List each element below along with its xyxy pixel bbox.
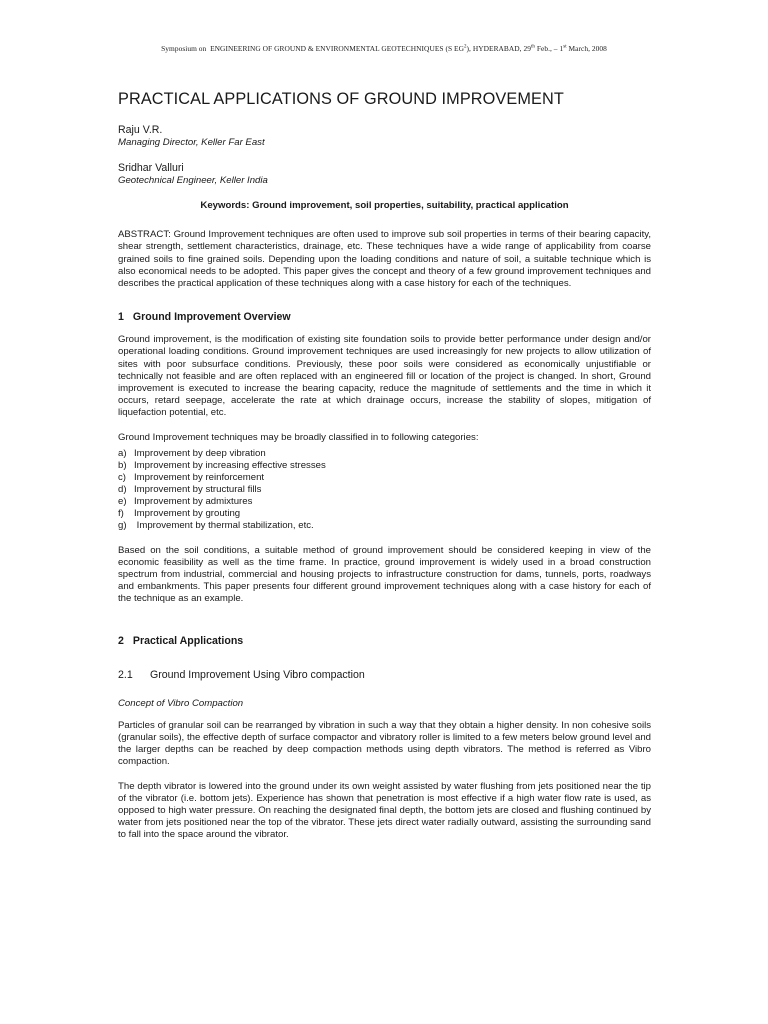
list-item bbox=[118, 472, 651, 484]
paper-title: PRACTICAL APPLICATIONS OF GROUND IMPROVEMENT bbox=[118, 90, 564, 108]
list-item bbox=[118, 496, 651, 508]
list-text: Improvement by increasing effective stresses bbox=[134, 459, 326, 471]
list-text: Improvement by admixtures bbox=[134, 496, 253, 508]
list-marker: c) bbox=[118, 472, 126, 484]
running-header bbox=[0, 43, 768, 55]
header-date-superscript: th bbox=[530, 44, 535, 50]
header-event-date: ), HYDERABAD, 29 bbox=[466, 44, 531, 53]
header-date-end: March, 2008 bbox=[566, 44, 607, 53]
list-text: Improvement by grouting bbox=[134, 508, 241, 520]
list-marker: g) bbox=[118, 520, 127, 532]
author-name: Sridhar Valluri bbox=[118, 162, 184, 174]
list-item bbox=[118, 460, 651, 472]
section-title: Ground Improvement Overview bbox=[132, 311, 291, 324]
list-text: Improvement by deep vibration bbox=[134, 447, 266, 459]
header-superscript: 2 bbox=[463, 44, 467, 50]
paper-body bbox=[118, 88, 651, 854]
subsection-title: Ground Improvement Using Vibro compaction bbox=[150, 668, 365, 681]
author-affiliation: Geotechnical Engineer, Keller India bbox=[118, 175, 268, 186]
abstract: ABSTRACT: Ground Improvement techniques are often used to improve sub soil properties in terms of their bearing capacity, shear strength, settlement characteristics, drainage, etc. These techniques have a wide range of applicability from coarse grained soils to fine grained soils. Depending upon the loading conditions and nature of soil, a suitable technique which is also economical needs to be adopted. This paper gives the concept and theory of a few ground improvement techniques and describes the practical application of these techniques along with a case history for each of the techniques. bbox=[118, 229, 651, 290]
header-date-mid: Feb., – 1 bbox=[534, 44, 564, 53]
list-item bbox=[118, 448, 651, 460]
body-paragraph: The depth vibrator is lowered into the ground under its own weight assisted by water flushing from jets positioned near the tip of the vibrator (i.e. bottom jets). Experience has shown that penetration is most effective if a high water flow rate is used, as opposed to high water pressure. On reaching the designated final depth, the bottom jets are closed and flushing continued by water from jets positioned near the top of the vibrator. These jets direct water radially outward, assisting the surrounding sand to fall into the space around the vibrator. bbox=[118, 780, 651, 841]
list-item bbox=[118, 508, 651, 520]
list-text: Improvement by thermal stabilization, etc. bbox=[134, 520, 314, 532]
subsection-number: 2.1 bbox=[118, 668, 133, 681]
header-prefix: Symposium on bbox=[161, 44, 207, 53]
list-item bbox=[118, 484, 651, 496]
list-marker: e) bbox=[118, 496, 127, 508]
list-marker: f) bbox=[118, 508, 124, 520]
section-heading bbox=[118, 634, 651, 648]
concept-heading: Concept of Vibro Compaction bbox=[118, 697, 244, 709]
category-list bbox=[118, 448, 651, 533]
section-number: 2 bbox=[118, 634, 124, 647]
body-paragraph: Ground Improvement techniques may be broadly classified in to following categories: bbox=[118, 431, 479, 443]
list-item bbox=[118, 520, 651, 532]
list-marker: b) bbox=[118, 459, 127, 471]
list-text: Improvement by reinforcement bbox=[134, 472, 265, 484]
subsection-heading bbox=[118, 668, 651, 682]
body-paragraph: Based on the soil conditions, a suitable method of ground improvement should be considered keeping in view of the economic feasibility as well as the time frame. In practice, ground improvement is widely used in a broad construction spectrum from industrial, commercial and housing projects to infrastructure construction for dams, tunnels, ports, roadways and embankments. This paper presents four different ground improvement techniques along with a case history for each of the technique as an example. bbox=[118, 544, 651, 605]
body-paragraph: Particles of granular soil can be rearranged by vibration in such a way that they obtain a higher density. In non cohesive soils (granular soils), the effective depth of surface compactor and vibratory roller is limited to a few meters below ground level and the larger depths can be reached by deep compaction methods using depth vibrators. The method is referred as Vibro compaction. bbox=[118, 719, 651, 768]
section-heading bbox=[118, 310, 651, 324]
list-marker: d) bbox=[118, 484, 127, 496]
author-name: Raju V.R. bbox=[118, 124, 163, 136]
author-block bbox=[118, 124, 651, 187]
section-title: Practical Applications bbox=[132, 634, 244, 647]
body-paragraph: Ground improvement, is the modification of existing site foundation soils to provide better performance under design and/or operational loading conditions. Ground improvement techniques are used increasingly for new projects to allow utilization of sites with poor subsurface conditions. Previously, these poor soils were considered as economically unjustifiable or technically not feasible and are often replaced with an engineered fill or location of the project is changed. In short, Ground improvement is executed to increase the bearing capacity, reduce the magnitude of settlements and the time in which it occurs, retard seepage, accelerate the rate at which drainage occurs, increase the stability of slopes, mitigation of liquefaction potential, etc. bbox=[118, 334, 651, 419]
author-affiliation: Managing Director, Keller Far East bbox=[118, 137, 265, 148]
list-text: Improvement by structural fills bbox=[134, 484, 262, 496]
list-marker: a) bbox=[118, 447, 127, 459]
section-number: 1 bbox=[118, 311, 124, 324]
keywords: Keywords: Ground improvement, soil properties, suitability, practical application bbox=[200, 200, 569, 211]
header-date-superscript-2: st bbox=[563, 44, 567, 50]
header-event: ENGINEERING OF GROUND & ENVIRONMENTAL GEOTECHNIQUES (S EG bbox=[210, 44, 464, 53]
